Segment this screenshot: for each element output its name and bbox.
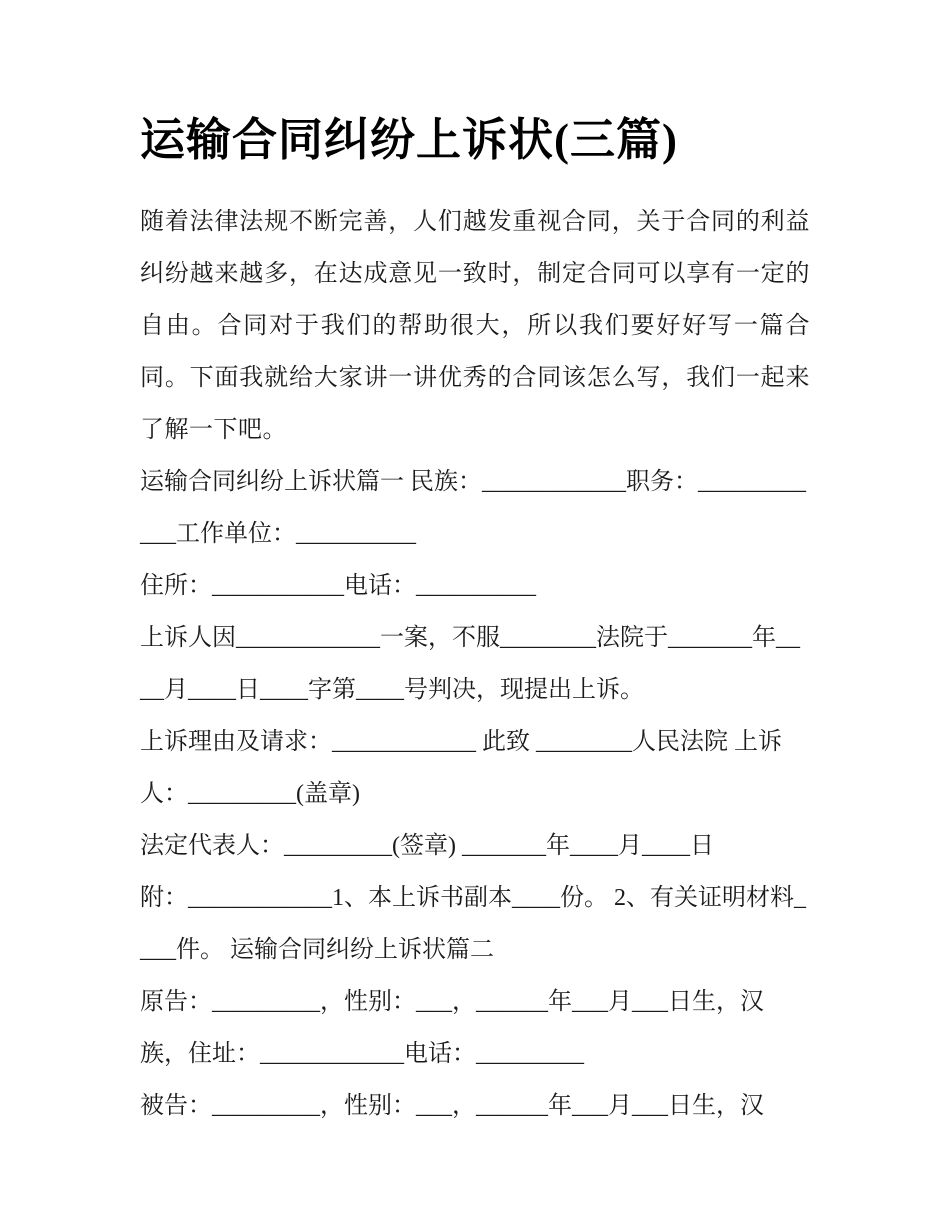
intro-paragraph: 随着法律法规不断完善，人们越发重视合同，关于合同的利益纠纷越来越多，在达成意见一致时，制定合同可以享有一定的自由。合同对于我们的帮助很大，所以我们要好好写一篇合同。下面我就给大家讲一讲优秀的合同该怎么写，我们一起来了解一下吧。 [140,209,810,444]
form-line-defendant: 被告：_________，性别：___，______年___月___日生，汉 [140,1093,764,1120]
form-line-legal-representative: 法定代表人：_________(签章) _______年____月____日 [140,833,714,860]
form-line-section1-heading: 运输合同纠纷上诉状篇一 民族：____________职务：____________工作单位：__________ [140,469,806,548]
form-line-attachments: 附：____________1、本上诉书副本____份。 2、有关证明材料____件。 运输合同纠纷上诉状篇二 [140,885,806,964]
form-line-address-phone: 住所：___________电话：__________ [140,573,536,600]
document-title: 运输合同纠纷上诉状(三篇) [140,115,678,165]
form-line-appeal-case: 上诉人因____________一案，不服________法院于_______年____月____日____字第____号判决，现提出上诉。 [140,625,800,704]
form-line-appeal-reason: 上诉理由及请求：____________ 此致 ________人民法院 上诉人：_________(盖章) [140,729,782,808]
form-line-plaintiff: 原告：_________，性别：___，______年___月___日生，汉族，住址：____________电话：_________ [140,989,764,1068]
